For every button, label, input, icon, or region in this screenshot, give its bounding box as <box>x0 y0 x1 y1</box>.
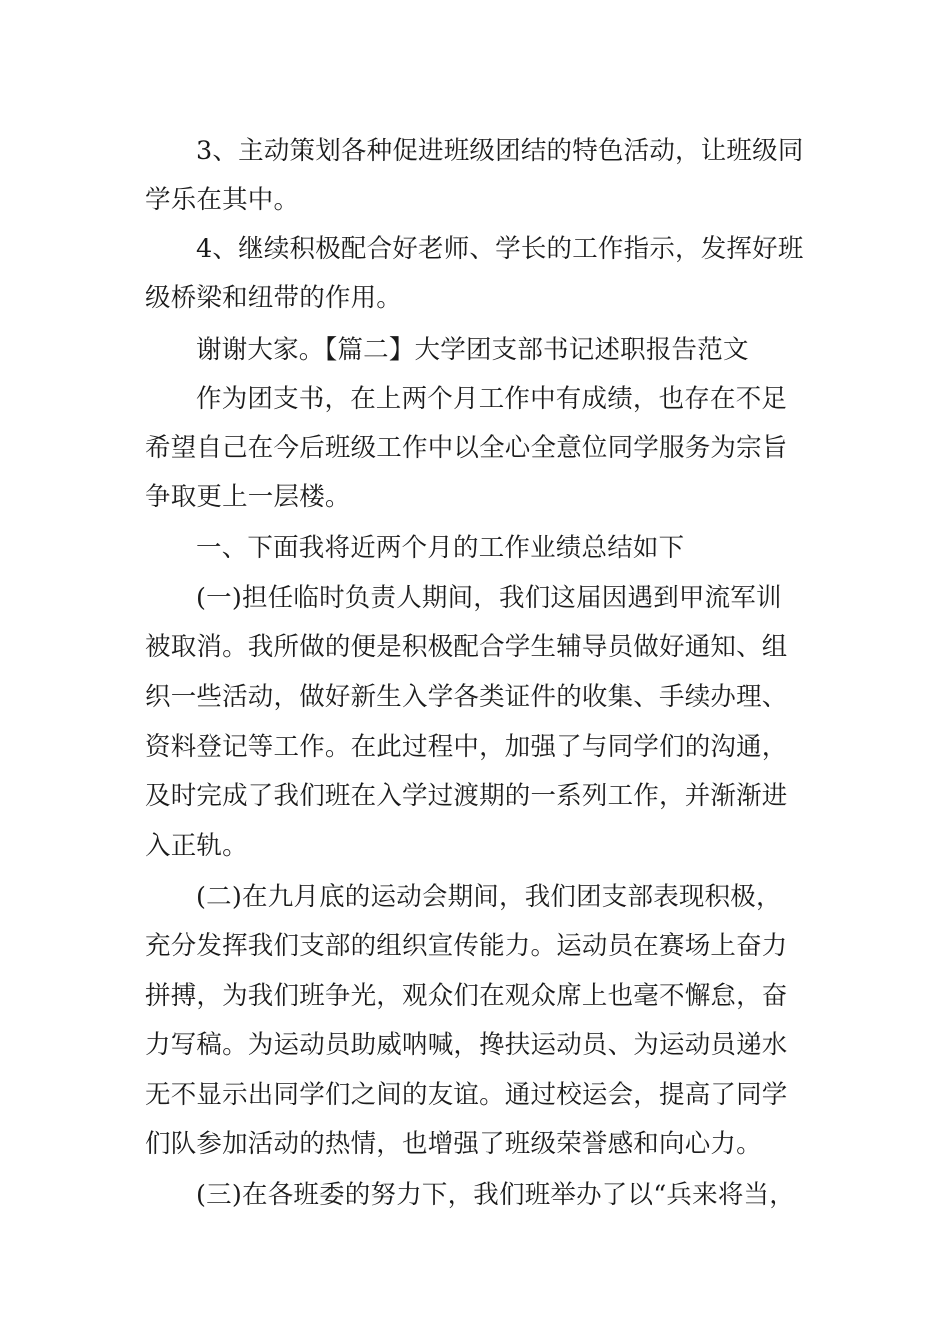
paragraph-line: 4、继续积极配合好老师、学长的工作指示，发挥好班 <box>196 234 804 264</box>
paragraph-line: 争取更上一层楼。 <box>145 482 351 512</box>
paragraph-line: 织一些活动，做好新生入学各类证件的收集、手续办理、 <box>145 682 788 712</box>
paragraph-line: (二)在九月底的运动会期间，我们团支部表现积极， <box>196 882 782 912</box>
paragraph-line: (三)在各班委的努力下，我们班举办了以“兵来将当， <box>196 1180 795 1210</box>
paragraph-line: 力写稿。为运动员助威呐喊，搀扶运动员、为运动员递水 <box>145 1030 788 1060</box>
paragraph-line: 作为团支书，在上两个月工作中有成绩，也存在不足 <box>196 384 788 414</box>
paragraph-line: 谢谢大家。【篇二】大学团支部书记述职报告范文 <box>196 335 749 365</box>
paragraph-line: 及时完成了我们班在入学过渡期的一系列工作，并渐渐进 <box>145 781 788 811</box>
paragraph-line: 学乐在其中。 <box>145 185 300 215</box>
paragraph-line: 3、主动策划各种促进班级团结的特色活动，让班级同 <box>196 136 804 166</box>
paragraph-line: 资料登记等工作。在此过程中，加强了与同学们的沟通， <box>145 732 788 762</box>
paragraph-line: 希望自己在今后班级工作中以全心全意位同学服务为宗旨 <box>145 433 788 463</box>
paragraph-line: 充分发挥我们支部的组织宣传能力。运动员在赛场上奋力 <box>145 931 788 961</box>
paragraph-line: (一)担任临时负责人期间，我们这届因遇到甲流军训 <box>196 583 782 613</box>
paragraph-line: 无不显示出同学们之间的友谊。通过校运会，提高了同学 <box>145 1080 788 1110</box>
paragraph-line: 拼搏，为我们班争光，观众们在观众席上也毫不懈怠，奋 <box>145 981 788 1011</box>
paragraph-line: 入正轨。 <box>145 831 248 861</box>
paragraph-line: 一、下面我将近两个月的工作业绩总结如下 <box>196 533 685 563</box>
paragraph-line: 们队参加活动的热情，也增强了班级荣誉感和向心力。 <box>145 1129 762 1159</box>
paragraph-line: 被取消。我所做的便是积极配合学生辅导员做好通知、组 <box>145 632 788 662</box>
paragraph-line: 级桥梁和纽带的作用。 <box>145 283 403 313</box>
